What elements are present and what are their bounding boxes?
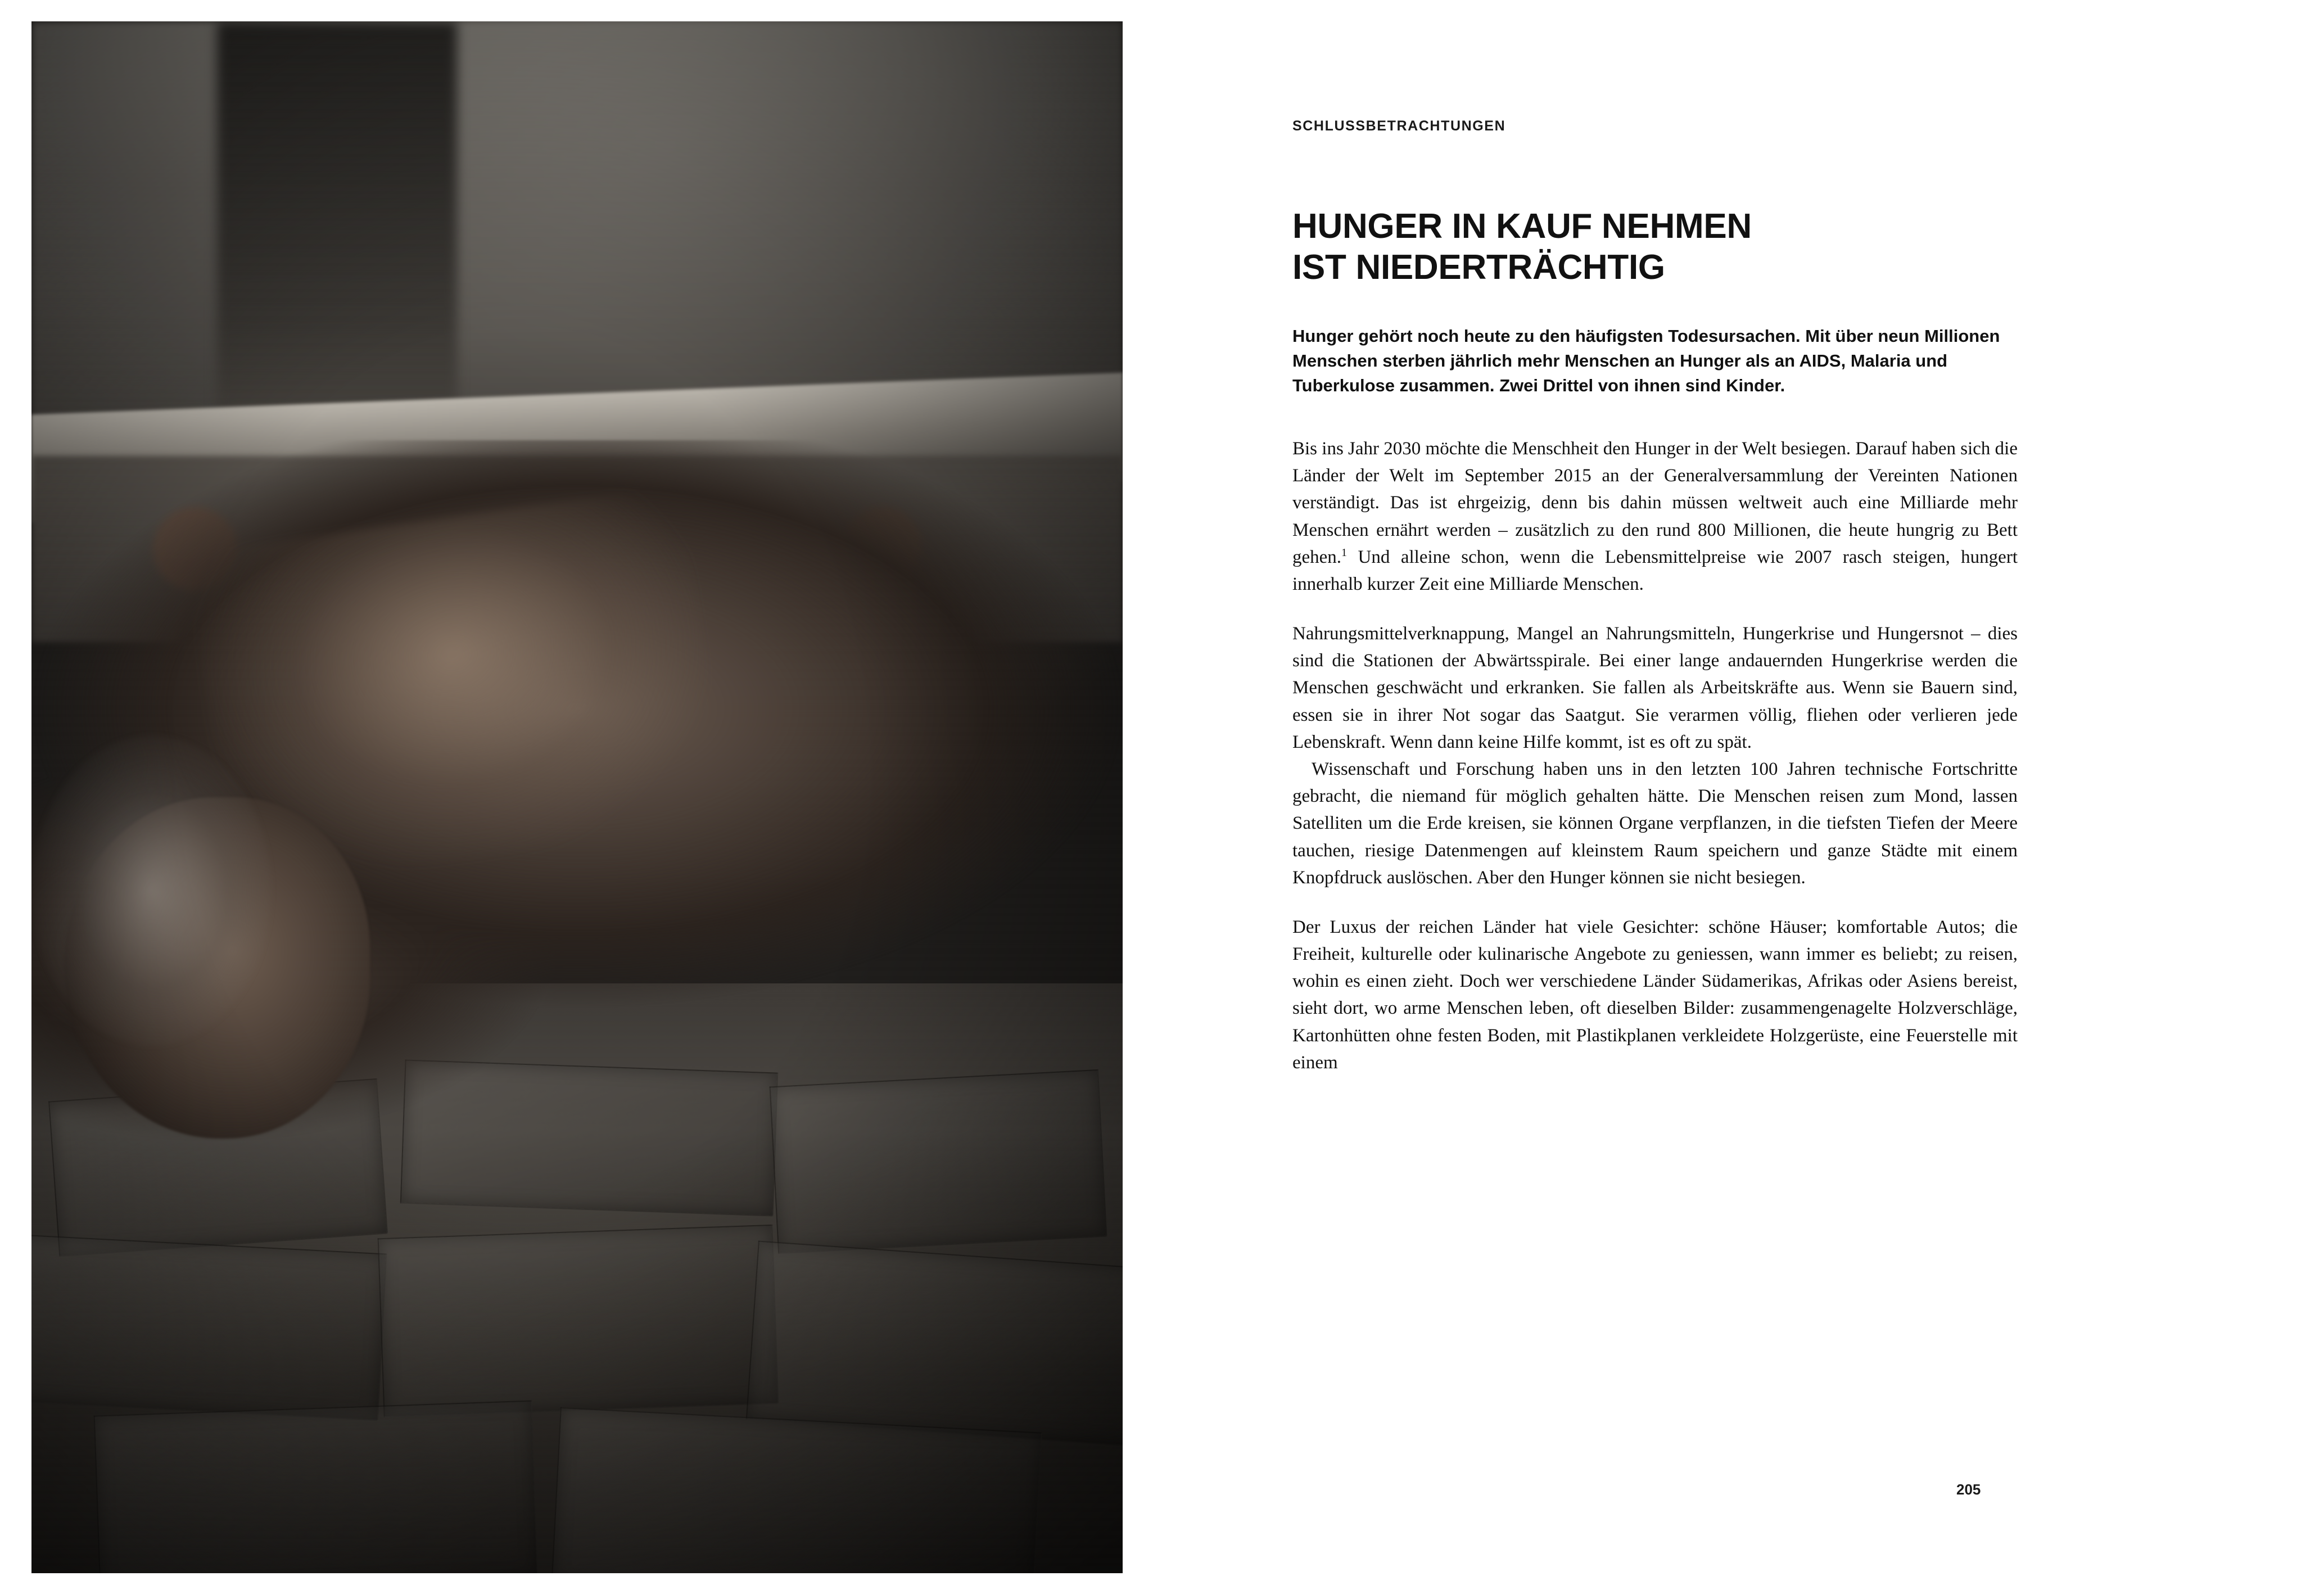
running-head: SCHLUSSBETRACHTUNGEN — [1292, 118, 1506, 134]
body-paragraph-1 — [1292, 435, 2018, 598]
page-title-line-1: HUNGER IN KAUF NEHMEN — [1292, 207, 1752, 246]
body-paragraph-2: Nahrungsmittelverknappung, Mangel an Nahrungsmitteln, Hungerkrise und Hungersnot – dies sind die Stationen der Abwärtsspirale. Bei einer lange andauernden Hungerkrise werden die Menschen geschwächt und erkranken. Sie fallen als Arbeitskräfte aus. Wenn sie Bauern sind, essen sie in ihrer Not sogar das Saatgut. Sie verarmen völlig, fliehen oder verlieren jede Lebenskraft. Wenn dann keine Hilfe kommt, ist es oft zu spät. — [1292, 624, 2018, 752]
full-bleed-photograph — [31, 21, 1123, 1573]
right-page — [1162, 0, 2324, 1594]
body-paragraph-1-continuation: Und alleine schon, wenn die Lebensmittelpreise wie 2007 rasch steigen, hungert innerhalb kurzer Zeit eine Milliarde Menschen. — [1292, 547, 2018, 594]
photo-grain — [31, 21, 1123, 1573]
page-number: 205 — [1956, 1481, 1981, 1498]
body-paragraph-1-text: Bis ins Jahr 2030 möchte die Menschheit den Hunger in der Welt besiegen. Darauf haben sich die Länder der Welt im September 2015 an der Generalversammlung der Vereinten Nationen verständigt. Das ist ehrgeizig, denn bis dahin müssen weltweit auch eine Milliarde mehr Menschen ernährt werden – zusätzlich zu den rund 800 Millionen, die heute hungrig zu Bett gehen. — [1292, 439, 2018, 567]
page-title-line-2: IST NIEDERTRÄCHTIG — [1292, 247, 1665, 287]
text-column — [1292, 118, 2018, 1076]
page-title — [1292, 206, 2018, 288]
body-paragraph-3: Wissenschaft und Forschung haben uns in den letzten 100 Jahren technische Fortschritte gebracht, die niemand für möglich gehalten hätte. Die Menschen reisen zum Mond, lassen Satelliten um die Erde kreisen, sie können Organe verpflanzen, in die tiefsten Tiefen der Meere tauchen, riesige Datenmengen auf kleinstem Raum speichern und ganze Städte mit einem Knopfdruck auslöschen. Aber den Hunger können sie nicht besiegen. — [1292, 759, 2018, 888]
lead-paragraph: Hunger gehört noch heute zu den häufigsten Todesursachen. Mit über neun Millionen Menschen sterben jährlich mehr Menschen an Hunger als an AIDS, Malaria und Tuberkulose zusammen. Zwei Drittel von ihnen sind Kinder. — [1292, 326, 2000, 396]
body-paragraph-4: Der Luxus der reichen Länder hat viele Gesichter: schöne Häuser; komfortable Autos; die Freiheit, kulturelle oder kulinarische Angebote zu geniessen, wann immer es beliebt; zu reisen, wohin es einen zieht. Doch wer verschiedene Länder Südamerikas, Afrikas oder Asiens bereist, sieht dort, wo arme Menschen leben, oft dieselben Bilder: zusammengenagelte Holzverschläge, Kartonhütten ohne festen Boden, mit Plastikplanen verkleidete Holzgerüste, eine Feuerstelle mit einem — [1292, 916, 2018, 1073]
footnote-marker: 1 — [1341, 546, 1348, 559]
